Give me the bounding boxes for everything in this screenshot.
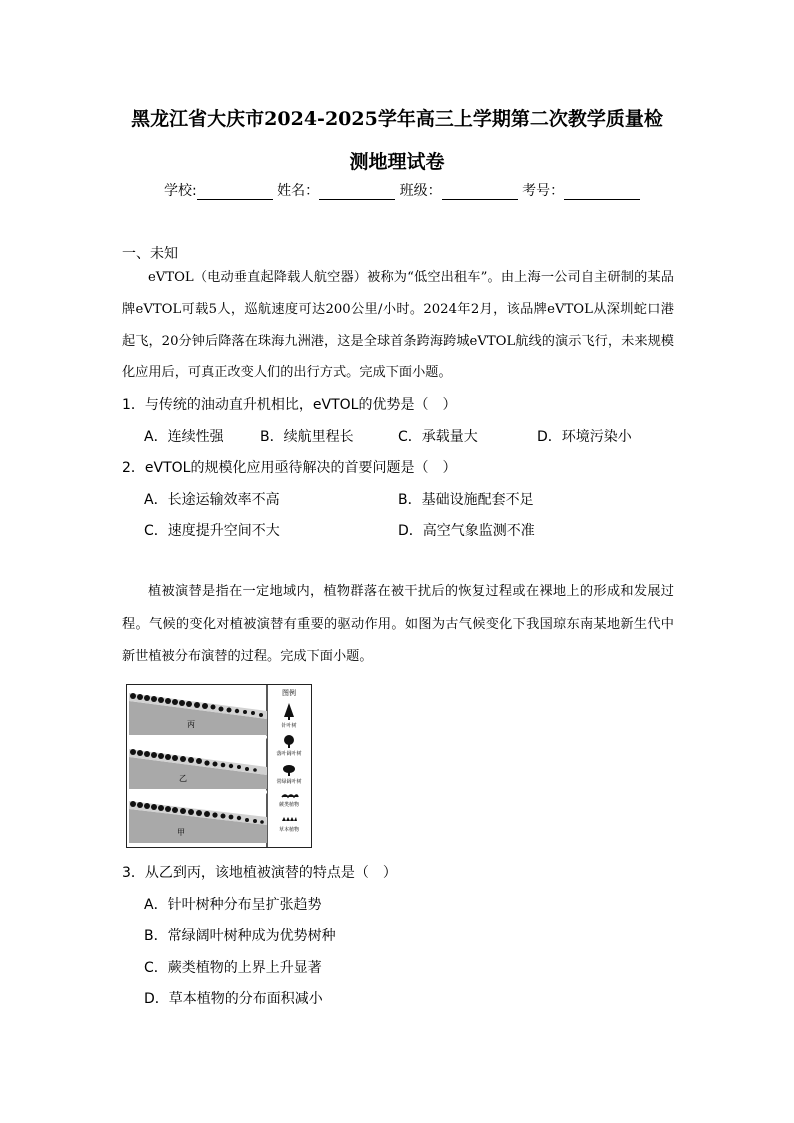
q1-option-b: B．续航里程长 (260, 429, 354, 445)
name-blank (319, 185, 395, 200)
evergreen-icon (283, 765, 295, 773)
exam-number-blank (564, 185, 640, 200)
legend-title: 图例 (282, 689, 296, 697)
class-label: 班级： (399, 183, 442, 199)
q3-option-b: B．常绿阔叶树种成为优势树种 (144, 928, 336, 944)
legend-evergreen: 常绿阔叶树 (276, 779, 302, 785)
passage-vegetation: 植被演替是指在一定地域内，植物群落在被干扰后的恢复过程或在裸地上的形成和发展过程。气候的变化对植被演替有重要的驱动作用。如图为古气候变化下我国琼东南某地新生代中新世植被分布演替的过程。完成下面小题。 (122, 584, 674, 664)
vegetation-succession-figure (126, 684, 312, 848)
q2-option-b: B．基础设施配套不足 (398, 492, 534, 508)
panel-label-bing: 丙 (187, 720, 195, 729)
section-title: 一、未知 (122, 246, 178, 262)
q1-option-c: C．承载量大 (398, 429, 478, 445)
student-info-row (164, 180, 640, 200)
page-title-line2: 测地理试卷 (349, 151, 445, 173)
panel-jia (129, 801, 267, 843)
legend-fern: 蕨类植物 (278, 802, 300, 808)
deciduous-icon (284, 735, 294, 745)
q3-option-a: A．针叶树种分布呈扩张趋势 (144, 897, 322, 913)
legend-conifer: 针叶树 (281, 723, 297, 729)
q1-option-a: A．连续性强 (144, 429, 224, 445)
q2-option-d: D．高空气象监测不准 (398, 523, 535, 539)
herb-icon (282, 817, 297, 821)
class-blank (442, 185, 518, 200)
question-2-stem: 2．eVTOL的规模化应用亟待解决的首要问题是（ ） (122, 460, 457, 476)
legend-deciduous: 落叶阔叶树 (276, 751, 302, 757)
question-1-stem: 1．与传统的油动直升机相比，eVTOL的优势是（ ） (122, 397, 457, 413)
passage-evtol: eVTOL（电动垂直起降载人航空器）被称为“低空出租车”。由上海一公司自主研制的某品牌eVTOL可载5人，巡航速度可达200公里/小时。2024年2月，该品牌eVTOL从深圳蛇口港起飞，20分钟后降落在珠海九洲港，这是全球首条跨海跨城eVTOL航线的演示飞行，未来规模化应用后，可真正改变人们的出行方式。完成下面小题。 (122, 270, 674, 381)
panel-yi (129, 749, 267, 789)
question-3-stem: 3．从乙到丙，该地植被演替的特点是（ ） (122, 865, 397, 881)
exam-number-label: 考号： (522, 183, 565, 199)
panel-label-yi: 乙 (179, 774, 187, 783)
q3-option-d: D．草本植物的分布面积减小 (144, 991, 323, 1007)
school-blank (197, 185, 273, 200)
legend-herb: 草本植物 (278, 827, 300, 833)
figure-legend (276, 688, 301, 833)
q2-option-a: A．长途运输效率不高 (144, 492, 280, 508)
page-title-line1: 黑龙江省大庆市2024-2025学年高三上学期第二次教学质量检 (131, 108, 663, 130)
name-label: 姓名： (277, 183, 320, 199)
q1-option-d: D．环境污染小 (537, 429, 632, 445)
q3-option-c: C．蕨类植物的上界上升显著 (144, 960, 322, 976)
fern-icon (282, 795, 298, 797)
panel-label-jia: 甲 (177, 828, 185, 837)
conifer-icon (284, 703, 294, 717)
panel-bing (129, 693, 267, 735)
school-label: 学校: (164, 183, 197, 199)
q2-option-c: C．速度提升空间不大 (144, 523, 280, 539)
